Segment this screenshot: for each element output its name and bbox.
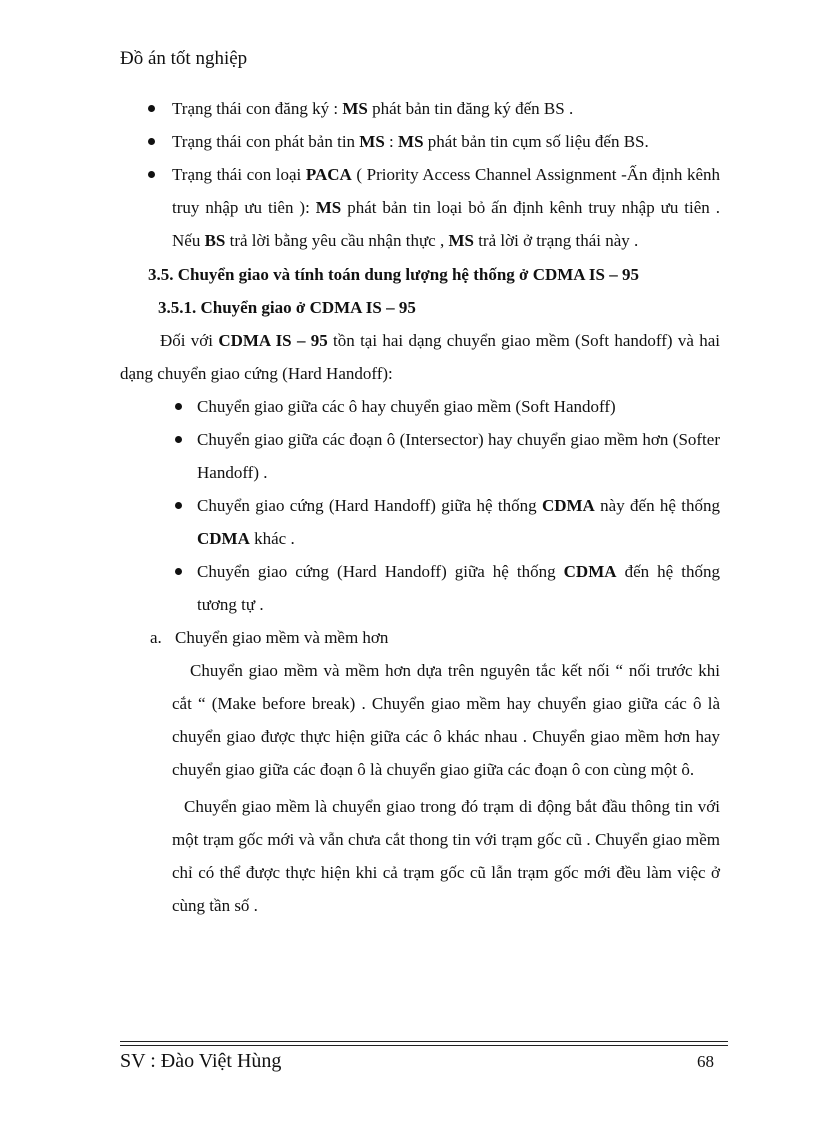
text-run: : [384,132,399,151]
text-run: khác . [249,529,295,548]
text-run: Chuyển giao cứng (Hard Handoff) giữa hệ thống [197,496,542,515]
text-run: Đối với [160,331,219,350]
footer-divider [120,1041,728,1046]
text-run: Chuyển giao giữa các đoạn ô (Intersector) hay chuyển giao mềm hơn (Softer Handoff) . [197,430,720,482]
paragraph-text: Chuyển giao mềm là chuyển giao trong đó trạm di động bắt đầu thông tin với một trạm gốc mới và vẫn chưa cắt thong tin với trạm gốc cũ . Chuyển giao mềm chỉ có thể được thực hiện khi cả trạm gốc cũ lẫn trạm gốc mới đều làm việc ở cùng tần số . [172,797,720,915]
text-run: phát bản tin đăng ký đến BS . [367,99,574,118]
intro-text [120,331,720,383]
text-run: Trạng thái con loại [172,165,306,184]
section-heading-3-5-1: 3.5.1. Chuyển giao ở CDMA IS – 95 [158,298,416,317]
paragraph-soft-handoff-definition [172,790,720,922]
bold-term: MS [359,132,385,151]
bullet-item [120,125,720,158]
page-header-title: Đồ án tốt nghiệp [120,48,248,69]
bold-term: PACA [305,165,352,184]
text-run: trả lời bằng yêu cầu nhận thực , [225,231,449,250]
text-run: phát bản tin cụm số liệu đến BS. [423,132,649,151]
text-run: trả lời ở trạng thái này . [473,231,639,250]
subsection-letter: a. [150,628,162,647]
bold-term: MS [342,99,368,118]
handoff-types-list [150,390,720,621]
text-run: Chuyển giao giữa các ô hay chuyển giao mềm (Soft Handoff) [197,397,616,416]
paragraph-soft-handoff-principle [172,654,720,786]
subsection-a [120,621,720,654]
bullet-item [150,423,720,489]
text-run: tồn tại hai dạng chuyển giao mềm (Soft handoff) và hai dạng chuyển giao cứng (Hard Handoff): [120,331,720,383]
paca-state-list [120,92,720,257]
text-run: Trạng thái con đăng ký : [172,99,343,118]
bold-term: MS [448,231,474,250]
text-run: đến hệ thống tương tự . [197,562,720,614]
text-run: phát bản tin loại bỏ ấn định kênh truy nhập ưu tiên . Nếu [172,198,720,250]
paragraph-text: Chuyển giao mềm và mềm hơn dựa trên nguyên tắc kết nối “ nối trước khi cắt “ (Make before break) . Chuyển giao mềm hay chuyển giao giữa các ô là chuyển giao được thực hiện giữa các ô khác nhau . Chuyển giao mềm hơn hay chuyển giao giữa các đoạn ô là chuyển giao giữa các đoạn ô con cùng một ô. [172,661,720,779]
subsection-title: Chuyển giao mềm và mềm hơn [175,628,389,647]
bold-term: MS [398,132,424,151]
bullet-item [150,390,720,423]
intro-paragraph [120,324,720,390]
footer-author: SV : Đào Việt Hùng [120,1050,282,1072]
section-heading-3-5: 3.5. Chuyển giao và tính toán dung lượng hệ thống ở CDMA IS – 95 [148,265,639,284]
page-number: 68 [697,1052,714,1071]
bold-term: CDMA [197,529,250,548]
text-run: ( Priority Access Channel Assignment -Ấn định kênh truy nhập ưu tiên ): [172,165,720,217]
bullet-item [150,489,720,555]
bold-term: BS [204,231,226,250]
bullet-item [120,158,720,257]
bold-term: CDMA IS – 95 [218,331,328,350]
body-paragraphs [172,654,720,922]
text-run: Chuyển giao cứng (Hard Handoff) giữa hệ thống [197,562,564,581]
document-body [120,92,720,922]
bold-term: CDMA [541,496,595,515]
bullet-item [120,92,720,125]
text-run: Trạng thái con phát bản tin [172,132,360,151]
text-run: này đến hệ thống [594,496,720,515]
bold-term: MS [315,198,342,217]
bold-term: CDMA [563,562,617,581]
bullet-item [150,555,720,621]
